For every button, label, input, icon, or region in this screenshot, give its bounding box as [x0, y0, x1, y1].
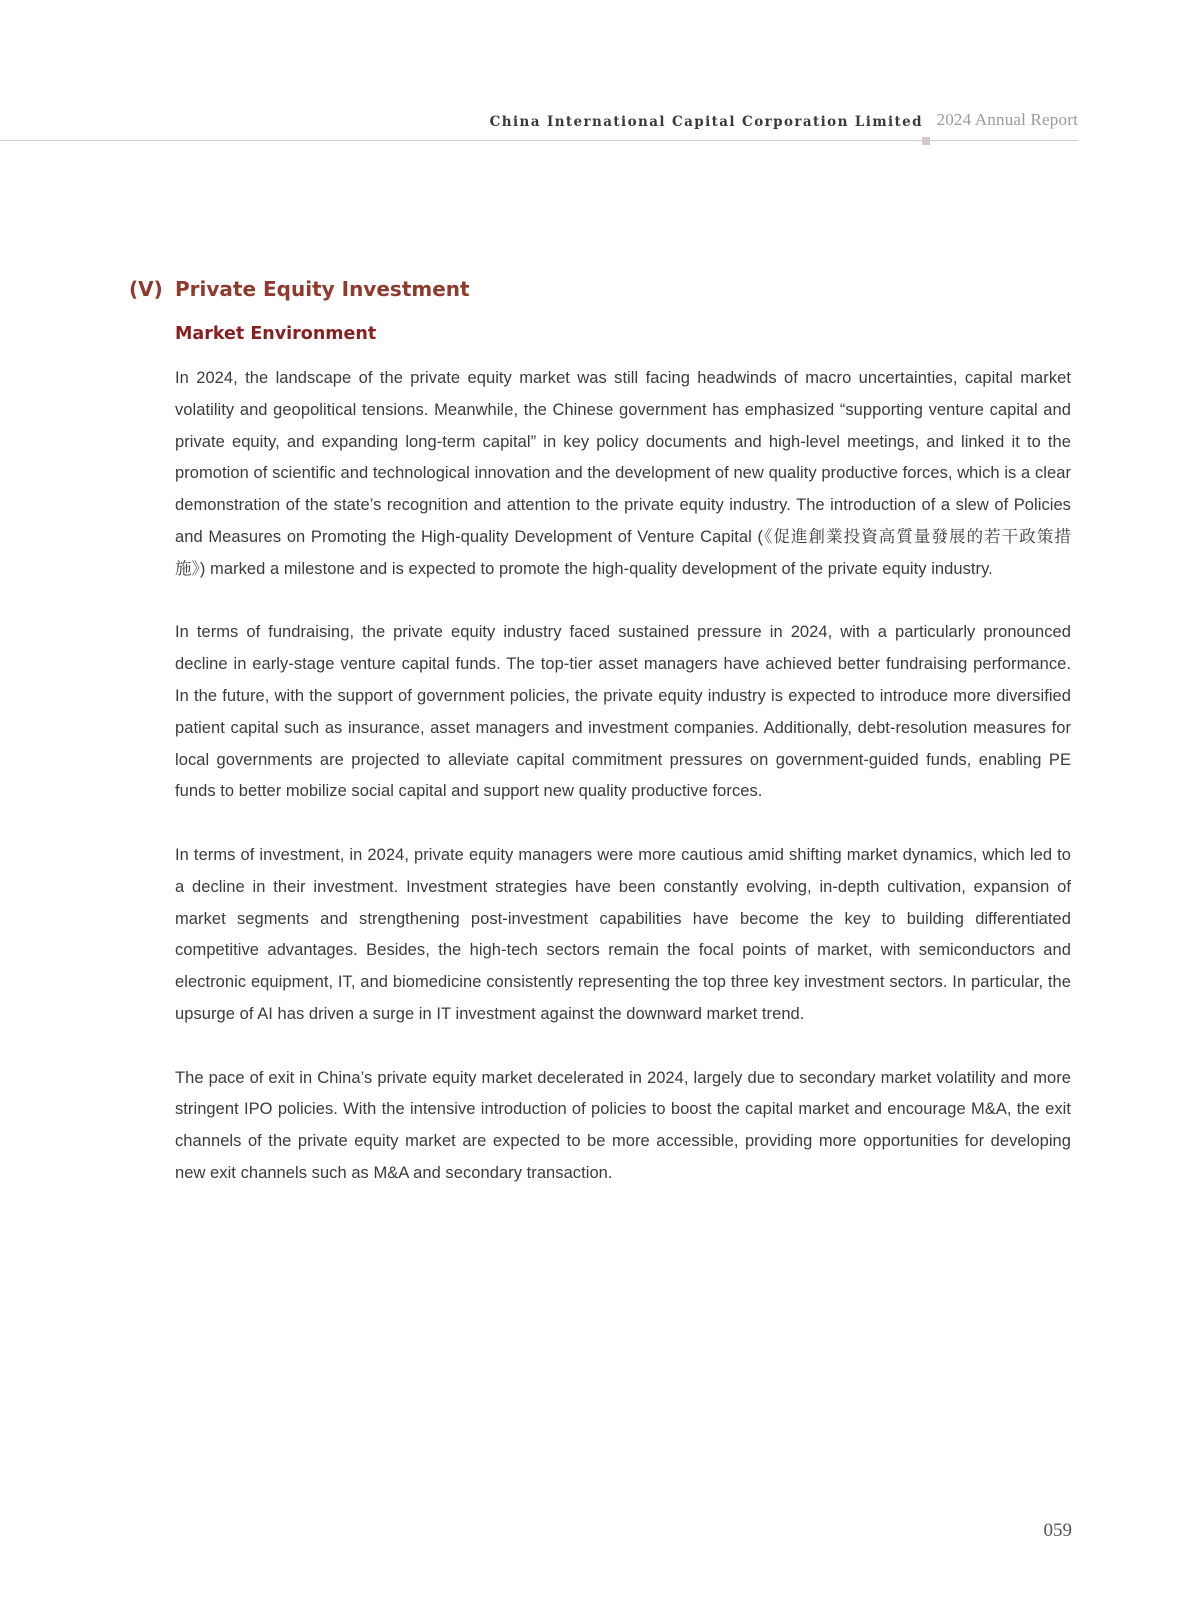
paragraph-exit: The pace of exit in China’s private equity market decelerated in 2024, largely due to secondary market volatility and more stringent IPO policies. With the intensive introduction of policies to boost the capital market and encourage M&A, the exit channels of the private equity market are expected to be more accessible, providing more opportunities for developing new exit channels such as M&A and secondary transaction. — [175, 1068, 1071, 1182]
paragraph-fundraising: In terms of fundraising, the private equity industry faced sustained pressure in 2024, with a particularly pronounced decline in early-stage venture capital funds. The top-tier asset managers have achieved better fundraising performance. In the future, with the support of government policies, the private equity industry is expected to introduce more diversified patient capital such as insurance, asset managers and investment companies. Additionally, debt-resolution measures for local governments are projected to alleviate capital commitment pressures on government-guided funds, enabling PE funds to better mobilize social capital and support new quality productive forces. — [175, 623, 1071, 801]
section-title — [129, 277, 470, 301]
header-company-name: China International Capital Corporation Limited — [489, 114, 923, 130]
section-title-text: Private Equity Investment — [175, 277, 470, 301]
body-text — [175, 363, 1071, 1222]
header-divider — [0, 140, 1078, 141]
paragraph-market-landscape: In 2024, the landscape of the private equity market was still facing headwinds of macro uncertainties, capital market volatility and geopolitical tensions. Meanwhile, the Chinese government has emphasized “supporting venture capital and private equity, and expanding long-term capital” in key policy documents and high-level meetings, and linked it to the promotion of scientific and technological innovation and the development of new quality productive forces, which is a clear demonstration of the state’s recognition and attention to the private equity industry. The introduction of a slew of Policies and Measures on Promoting the High-quality Development of Venture Capital (《促進創業投資高質量發展的若干政策措施》) marked a milestone and is expected to promote the high-quality development of the private equity industry. — [175, 369, 1071, 578]
page-number: 059 — [1043, 1520, 1072, 1541]
header-report-title: 2024 Annual Report — [936, 110, 1078, 129]
header-marker-square — [922, 137, 930, 145]
section-number: (V) — [129, 277, 163, 301]
page-header — [0, 105, 1078, 145]
paragraph-investment: In terms of investment, in 2024, private equity managers were more cautious amid shifting market dynamics, which led to a decline in their investment. Investment strategies have been constantly evolving, in-depth cultivation, expansion of market segments and strengthening post-investment capabilities have become the key to building differentiated competitive advantages. Besides, the high-tech sectors remain the focal points of market, with semiconductors and electronic equipment, IT, and biomedicine consistently representing the top three key investment sectors. In particular, the upsurge of AI has driven a surge in IT investment against the downward market trend. — [175, 845, 1071, 1023]
subsection-title: Market Environment — [175, 324, 377, 344]
